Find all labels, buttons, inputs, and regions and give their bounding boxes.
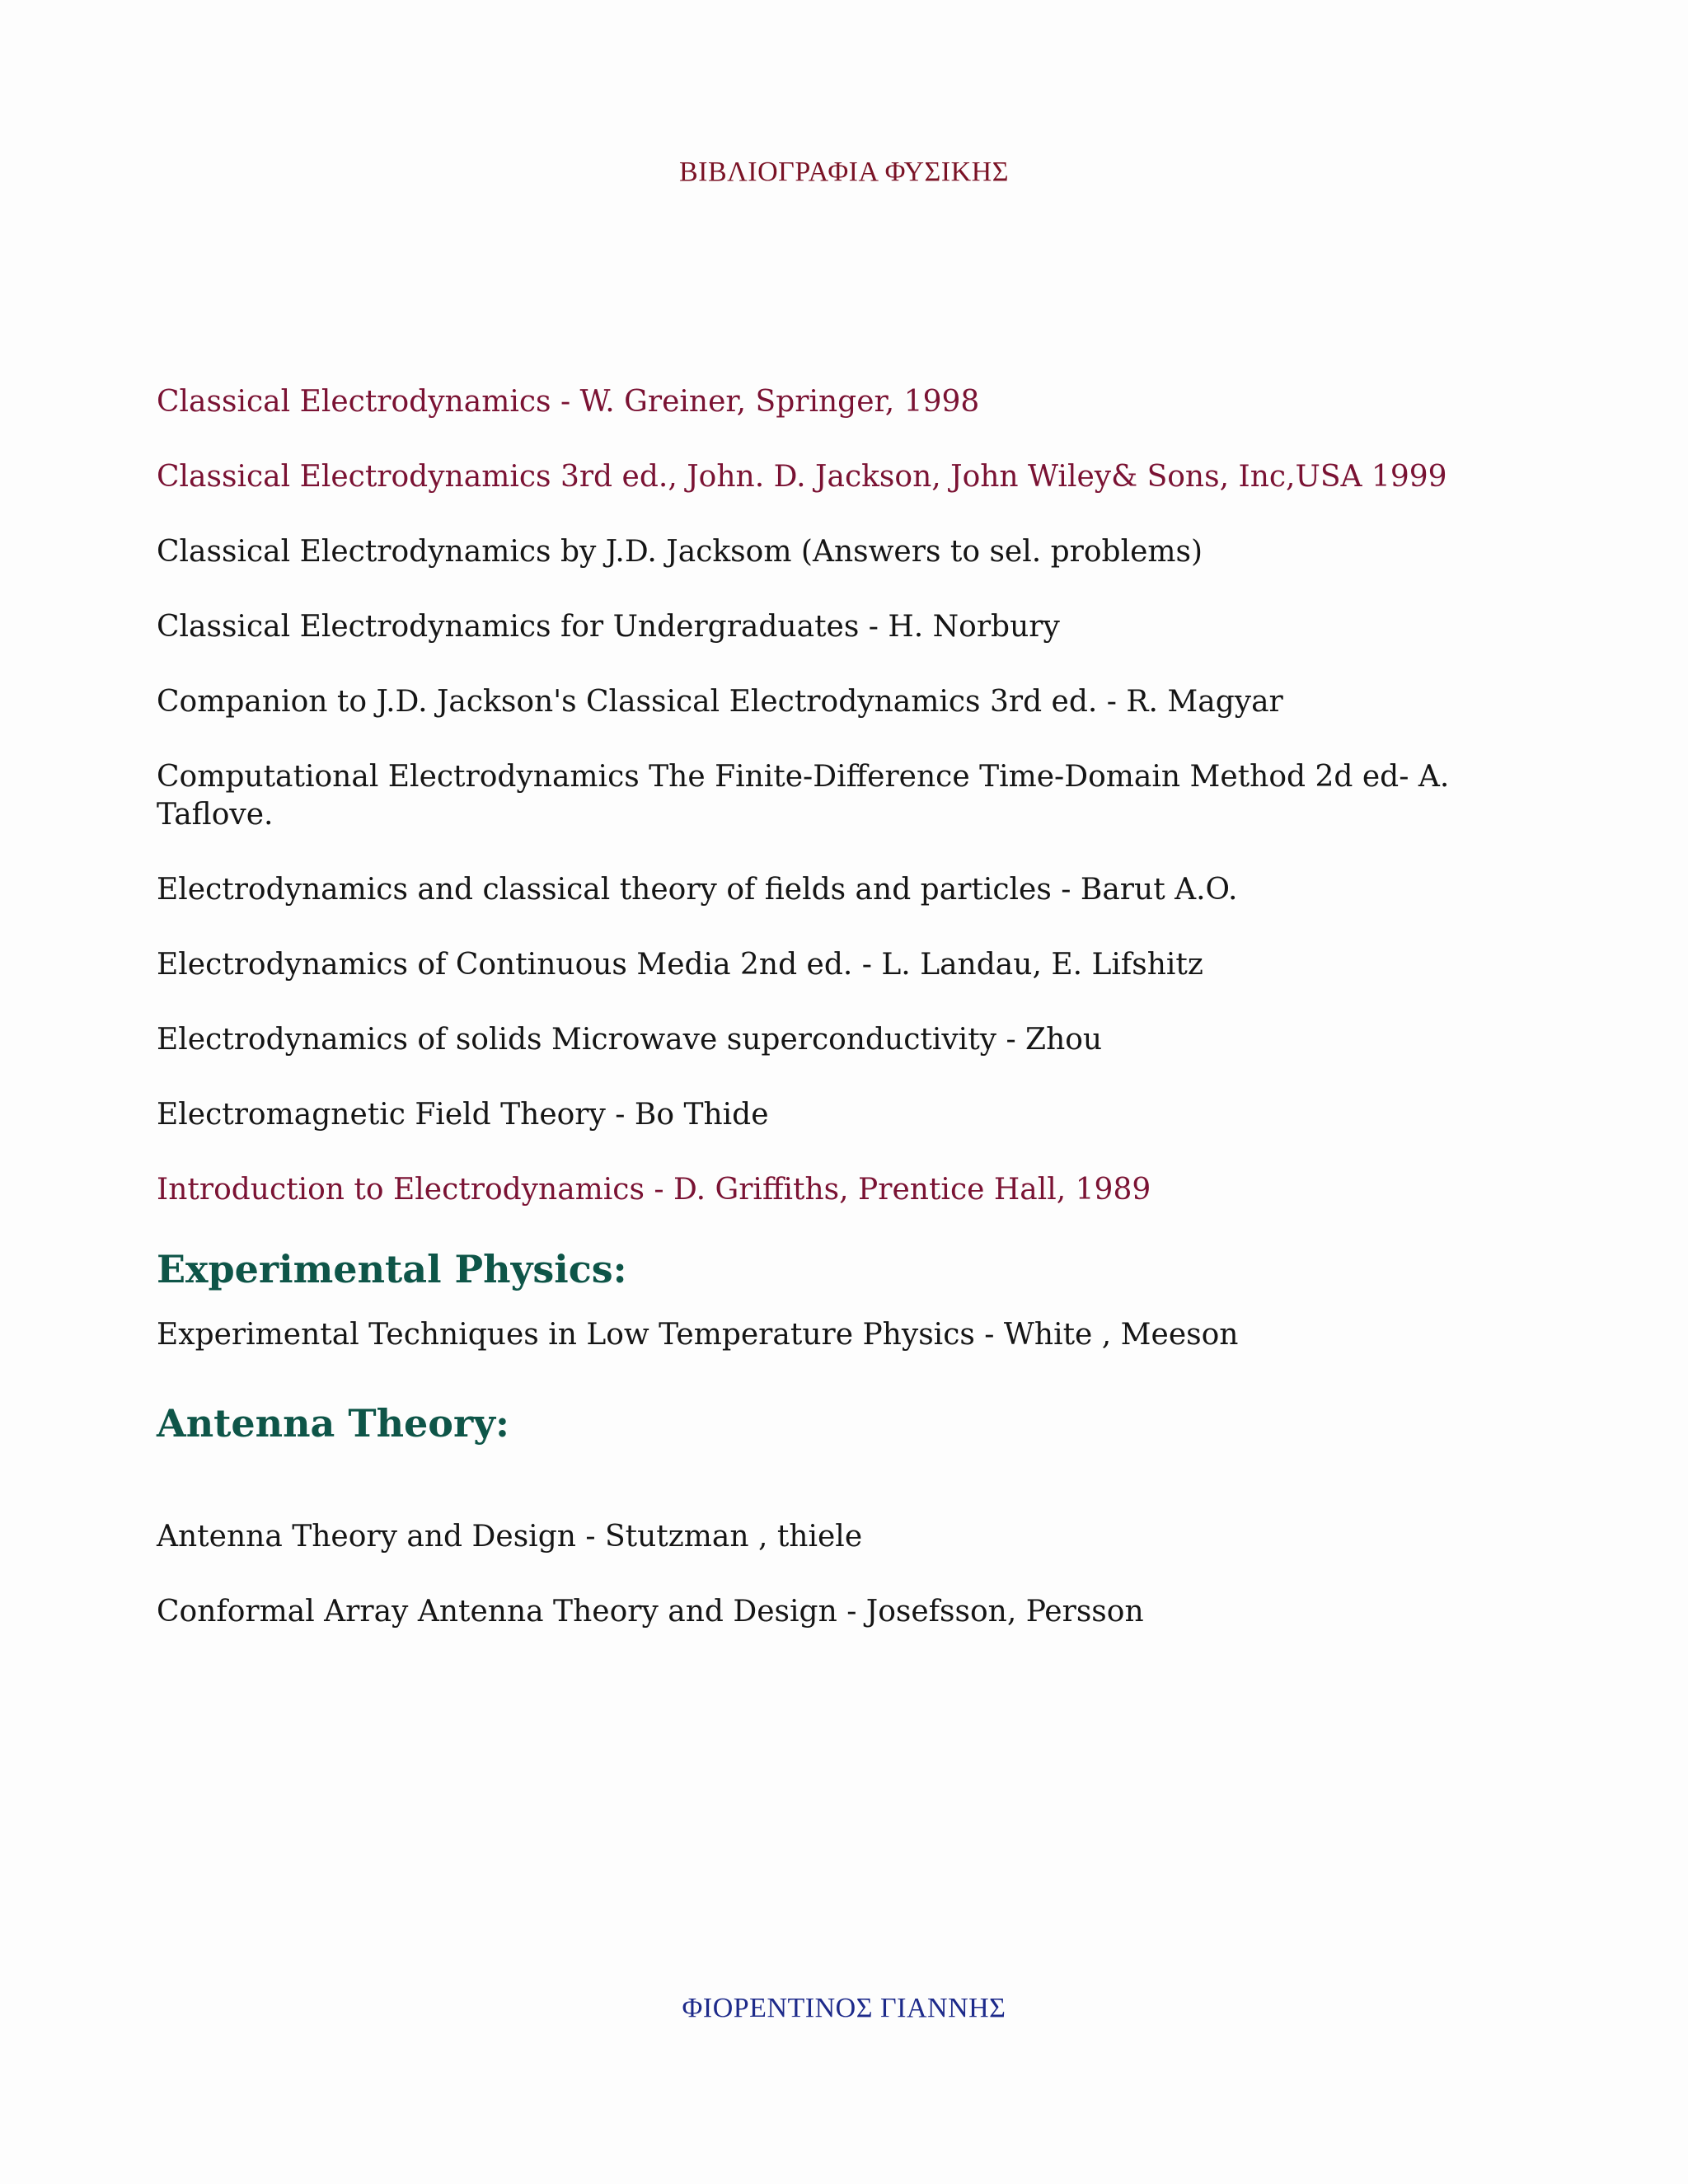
bibliography-entry: Classical Electrodynamics for Undergraduates - H. Norbury <box>157 610 1060 644</box>
bibliography-content <box>157 383 1459 1668</box>
bibliography-entry: Electrodynamics and classical theory of fields and particles - Barut A.O. <box>157 873 1238 907</box>
bibliography-entry: Electrodynamics of Continuous Media 2nd ed. - L. Landau, E. Lifshitz <box>157 948 1203 982</box>
bibliography-entry: Electrodynamics of solids Microwave superconductivity - Zhou <box>157 1023 1103 1057</box>
bibliography-entry: Electromagnetic Field Theory - Bo Thide <box>157 1098 769 1132</box>
bibliography-entry: Introduction to Electrodynamics - D. Griffiths, Prentice Hall, 1989 <box>157 1173 1151 1207</box>
bibliography-entry: Companion to J.D. Jackson's Classical Electrodynamics 3rd ed. - R. Magyar <box>157 685 1283 719</box>
bibliography-entry: Experimental Techniques in Low Temperature Physics - White , Meeson <box>157 1318 1239 1352</box>
bibliography-entry: Classical Electrodynamics 3rd ed., John. D. Jackson, John Wiley& Sons, Inc,USA 1999 <box>157 460 1447 494</box>
bibliography-entry: Classical Electrodynamics - W. Greiner, Springer, 1998 <box>157 385 980 419</box>
bibliography-entry: Antenna Theory and Design - Stutzman , thiele <box>157 1520 863 1554</box>
author-footer: ΦΙΟΡΕΝΤΙΝΟΣ ΓΙΑΝΝΗΣ <box>682 1993 1006 2023</box>
page-title: ΒΙΒΛΙΟΓΡΑΦΙΑ ΦΥΣΙΚΗΣ <box>678 157 1010 187</box>
bibliography-entry: Classical Electrodynamics by J.D. Jacksom (Answers to sel. problems) <box>157 535 1203 569</box>
section-heading-antenna-theory: Antenna Theory: <box>157 1401 509 1446</box>
bibliography-entry: Conformal Array Antenna Theory and Design - Josefsson, Persson <box>157 1595 1144 1629</box>
bibliography-entry: Computational Electrodynamics The Finite-Difference Time-Domain Method 2d ed- A. Taflove. <box>157 760 1450 832</box>
section-heading-experimental-physics: Experimental Physics: <box>157 1247 627 1291</box>
